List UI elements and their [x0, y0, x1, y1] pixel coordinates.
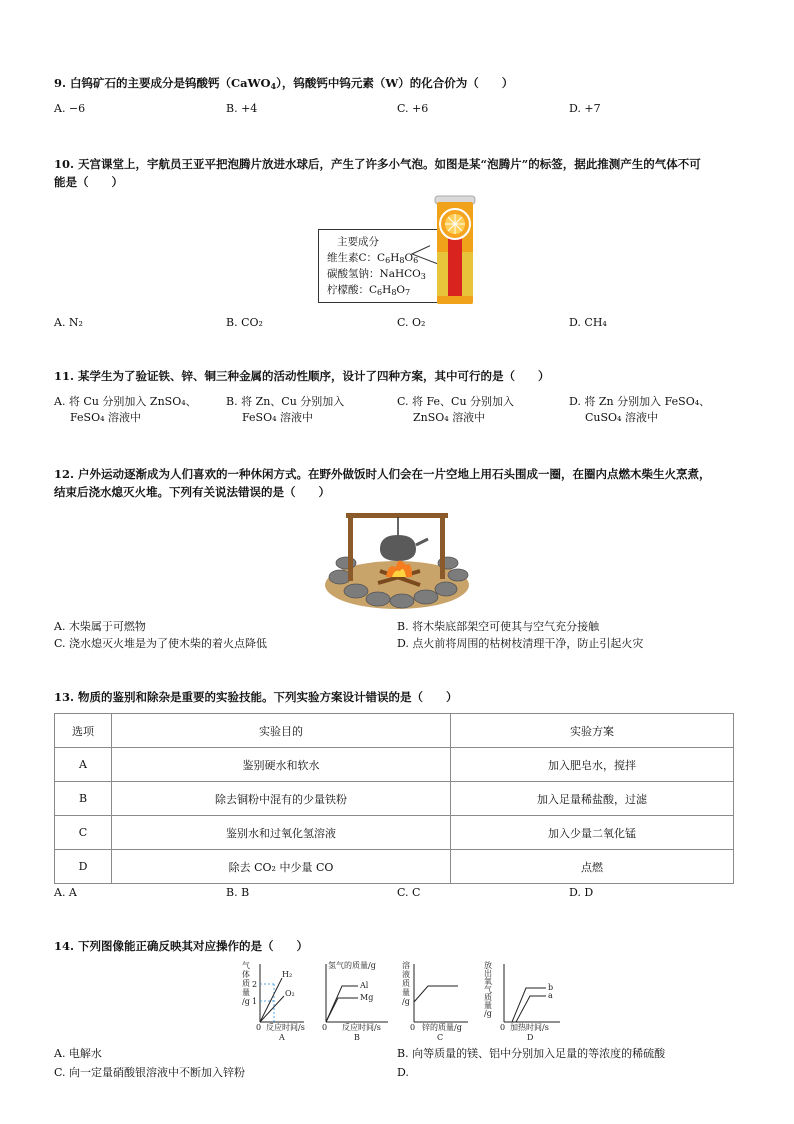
axis-label-char: 质	[402, 979, 410, 988]
graph-d-a-label: a	[548, 991, 553, 1000]
graph-a-xlabel: 反应时间/s	[266, 1023, 305, 1032]
q11-option-b[interactable]	[226, 394, 344, 426]
q9-option-a[interactable]: A. −6	[54, 102, 86, 115]
q14-stem: 14. 下列图像能正确反映其对应操作的是（ ）	[54, 939, 309, 953]
row-a-plan: 加入肥皂水，搅拌	[451, 748, 734, 782]
q9-stem: 9. 白钨矿石的主要成分是钨酸钙（CaWO$_4$），钨酸钙中钨元素（W）的化合价为（ ）	[54, 76, 514, 91]
q14-option-c[interactable]: C. 向一定量硝酸银溶液中不断加入锌粉	[54, 1066, 246, 1079]
right-stick	[440, 513, 445, 579]
row-c-purpose: 鉴别水和过氧化氢溶液	[112, 816, 451, 850]
label-vitamin-c: 维生素C：$C_6H_8O_6$	[327, 252, 419, 265]
q10-option-a[interactable]: A. N₂	[54, 316, 83, 329]
row-a-option: A	[55, 748, 112, 782]
q10-stem-line2: 能是（ ）	[54, 175, 123, 189]
q13-option-b[interactable]: B. B	[226, 886, 250, 899]
graph-c-ylabel	[402, 960, 410, 1006]
graph-b-al-label: Al	[360, 981, 369, 990]
q14-option-d[interactable]: D.	[397, 1066, 409, 1079]
axis-label-char: 量	[484, 1001, 492, 1010]
row-d-purpose: 除去 CO₂ 中少量 CO	[112, 850, 451, 884]
graph-d-b-label: b	[548, 983, 554, 992]
q11-option-b-line1: B. 将 Zn、Cu 分别加入	[226, 395, 345, 408]
graph-a-origin: 0	[256, 1023, 262, 1032]
axis-label-char: /g	[484, 1009, 492, 1018]
q10-option-d[interactable]: D. CH₄	[569, 316, 607, 329]
q11-option-d-line2: CuSO₄ 溶液中	[585, 411, 658, 424]
axis-label-char: 气	[484, 985, 492, 994]
graph-b-origin: 0	[322, 1023, 328, 1032]
experiment-table	[54, 713, 734, 884]
graph-a-h2-label: H₂	[282, 970, 293, 979]
kettle-icon	[380, 535, 416, 561]
q13-option-c[interactable]: C. C	[397, 886, 421, 899]
graph-a-tick-2: 2	[252, 980, 258, 989]
q9-option-b[interactable]: B. +4	[226, 102, 258, 115]
axis-label-char: /g	[402, 997, 410, 1006]
graph-d-ylabel	[484, 960, 492, 1018]
q14-graphs	[238, 958, 568, 1042]
label-citric-acid: 柠檬酸：$C_6H_8O_7$	[327, 284, 411, 297]
q9-option-d[interactable]: D. +7	[569, 102, 601, 115]
graph-b-letter: B	[354, 1033, 360, 1042]
q12-stem-line1: 12. 户外运动逐渐成为人们喜欢的一种休闲方式。在野外做饭时人们会在一片空地上用石头围成一圈，在圈内点燃木柴生火烹煮，	[54, 467, 711, 481]
q11-option-a-line1: A. 将 Cu 分别加入 ZnSO₄、	[54, 395, 197, 408]
axis-label-char: 质	[242, 979, 250, 988]
q11-option-a[interactable]	[54, 394, 197, 426]
axis-label-char: 量	[402, 988, 410, 997]
graph-d-origin: 0	[500, 1023, 506, 1032]
q9-option-c[interactable]: C. +6	[397, 102, 429, 115]
q11-option-c-line1: C. 将 Fe、Cu 分别加入	[397, 395, 515, 408]
graph-b-al-line	[326, 986, 358, 1022]
graph-c-letter: C	[437, 1033, 444, 1042]
table-row	[55, 816, 734, 850]
axis-label-char: 气	[242, 961, 250, 970]
label-title: 主要成分	[337, 236, 379, 248]
graph-d-a-line	[516, 996, 546, 1022]
crossbar	[346, 513, 448, 518]
row-d-plan: 点燃	[451, 850, 734, 884]
label-sodium-bicarbonate: 碳酸氢钠：NaHCO$_3$	[327, 268, 426, 281]
row-c-plan: 加入少量二氧化锰	[451, 816, 734, 850]
q12-stem-line2: 结束后浇水熄灭火堆。下列有关说法错误的是（ ）	[54, 485, 330, 499]
q11-option-b-line2: FeSO₄ 溶液中	[242, 411, 314, 424]
graph-b	[322, 960, 388, 1042]
axis-label-char: /g	[242, 997, 250, 1006]
row-b-plan: 加入足量稀盐酸，过滤	[451, 782, 734, 816]
effervescent-tube-image	[410, 194, 480, 306]
q10-option-c[interactable]: C. O₂	[397, 316, 426, 329]
graph-a-tick-1: 1	[252, 997, 258, 1006]
header-purpose: 实验目的	[112, 714, 451, 748]
row-d-option: D	[55, 850, 112, 884]
graph-d-b-line	[512, 988, 546, 1022]
row-b-option: B	[55, 782, 112, 816]
axis-label-char: 氧	[484, 977, 492, 986]
graph-b-xlabel: 反应时间/s	[342, 1023, 381, 1032]
q13-option-d[interactable]: D. D	[569, 886, 594, 899]
row-c-option: C	[55, 816, 112, 850]
graph-c-origin: 0	[410, 1023, 416, 1032]
table-row	[55, 782, 734, 816]
header-plan: 实验方案	[451, 714, 734, 748]
q11-option-c-line2: ZnSO₄ 溶液中	[413, 411, 486, 424]
q11-option-c[interactable]	[397, 394, 514, 426]
q13-option-a[interactable]: A. A	[54, 886, 77, 899]
axis-label-char: 放	[484, 961, 492, 970]
table-row	[55, 850, 734, 884]
graph-c-line	[414, 986, 458, 1002]
graph-a	[242, 960, 305, 1042]
graph-d-letter: D	[527, 1033, 534, 1042]
q11-option-a-line2: FeSO₄ 溶液中	[70, 411, 142, 424]
q11-stem: 11. 某学生为了验证铁、锌、铜三种金属的活动性顺序，设计了四种方案，其中可行的是（ ）	[54, 369, 550, 383]
row-a-purpose: 鉴别硬水和软水	[112, 748, 451, 782]
table-header-row	[55, 714, 734, 748]
campfire-image	[322, 505, 472, 613]
q14-option-b[interactable]: B. 向等质量的镁、铝中分别加入足量的等浓度的稀硫酸	[397, 1047, 666, 1060]
q11-option-d-line1: D. 将 Zn 分别加入 FeSO₄、	[569, 395, 711, 408]
graph-d	[484, 960, 560, 1042]
q13-stem: 13. 物质的鉴别和除杂是重要的实验技能。下列实验方案设计错误的是（ ）	[54, 690, 458, 704]
header-option: 选项	[55, 714, 112, 748]
axis-label-char: 溶	[402, 961, 410, 970]
q14-option-a[interactable]: A. 电解水	[54, 1047, 102, 1060]
axis-label-char: 体	[242, 970, 250, 979]
graph-a-letter: A	[279, 1033, 285, 1042]
graph-a-ylabel	[242, 960, 250, 1006]
graph-c	[402, 960, 468, 1042]
axis-label-char: 量	[242, 988, 250, 997]
axis-label-char: 液	[402, 970, 410, 979]
row-b-purpose: 除去铜粉中混有的少量铁粉	[112, 782, 451, 816]
graph-c-xlabel: 锌的质量/g	[422, 1023, 462, 1032]
q11-option-d[interactable]	[569, 394, 710, 426]
axis-label-char: 质	[484, 993, 492, 1002]
graph-d-xlabel: 加热时间/s	[510, 1023, 549, 1032]
graph-a-o2-line	[260, 996, 284, 1022]
q12-option-d[interactable]: D. 点火前将周围的枯树枝清理干净，防止引起火灾	[397, 637, 644, 650]
q12-option-c[interactable]: C. 浇水熄灭火堆是为了使木柴的着火点降低	[54, 637, 268, 650]
q10-stem-line1: 10. 天宫课堂上，宇航员王亚平把泡腾片放进水球后，产生了许多小气泡。如图是某“泡腾片”的标签，据此推测产生的气体不可	[54, 157, 701, 171]
graph-a-h2-line	[260, 978, 282, 1022]
table-row	[55, 748, 734, 782]
axis-label-char: 出	[484, 969, 492, 978]
q12-option-a[interactable]: A. 木柴属于可燃物	[54, 620, 146, 633]
graph-b-mg-label: Mg	[360, 993, 374, 1002]
q10-option-b[interactable]: B. CO₂	[226, 316, 263, 329]
graph-b-ylabel: 氢气的质量/g	[328, 961, 376, 970]
graph-a-o2-label: O₂	[285, 989, 295, 998]
q12-option-b[interactable]: B. 将木柴底部架空可使其与空气充分接触	[397, 620, 600, 633]
left-stick	[348, 515, 353, 581]
